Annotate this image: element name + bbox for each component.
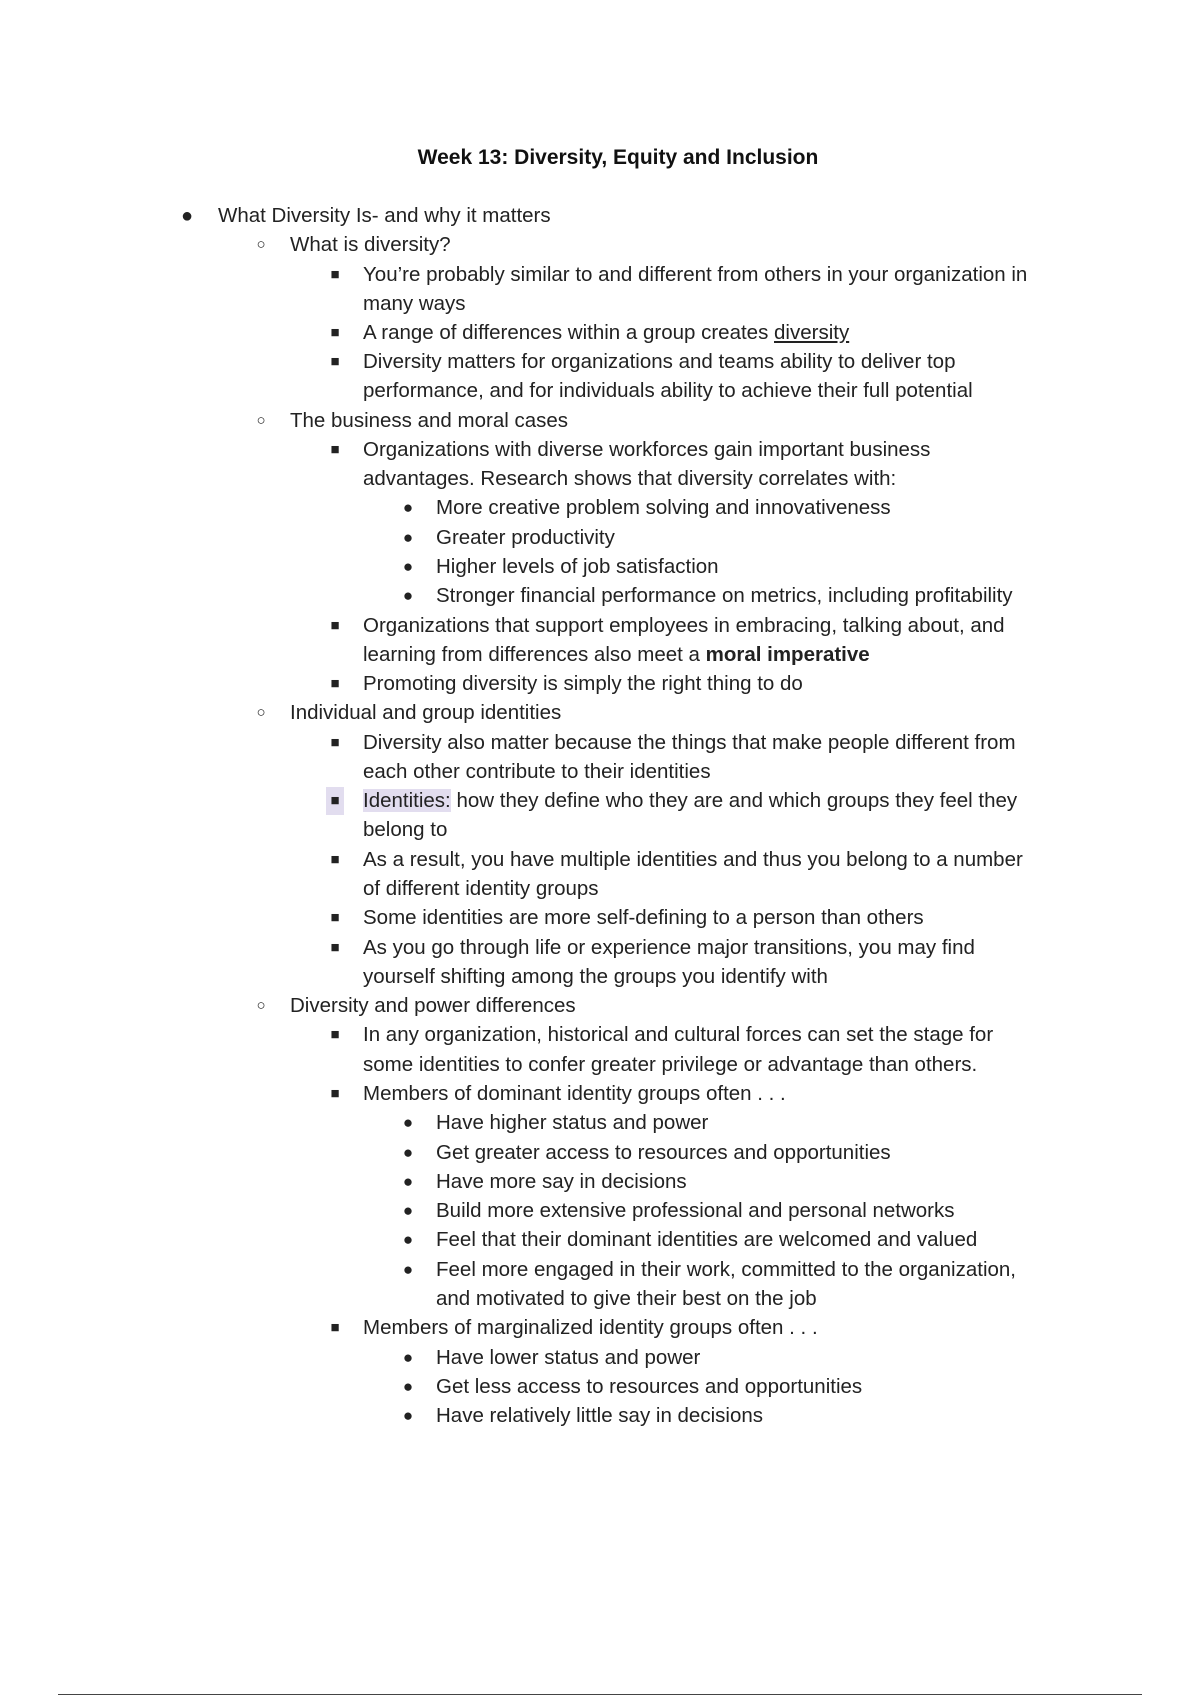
list-item: Promoting diversity is simply the right thing to do: [363, 672, 803, 695]
dot-bullet-icon: ●: [402, 1172, 414, 1191]
list-item-continuation: each other contribute to their identities: [363, 760, 711, 783]
square-bullet-icon: ■: [330, 939, 340, 956]
list-item: More creative problem solving and innovativeness: [436, 496, 891, 519]
list-item: Have lower status and power: [436, 1346, 701, 1369]
circle-bullet-icon: ○: [256, 236, 266, 253]
outline-item-l1: What Diversity Is- and why it matters: [218, 204, 551, 227]
list-item-continuation: yourself shifting among the groups you identify with: [363, 965, 828, 988]
square-bullet-icon: ■: [330, 851, 340, 868]
square-bullet-icon: ■: [330, 353, 340, 370]
list-item: Diversity also matter because the things that make people different from: [363, 731, 1016, 754]
square-bullet-icon: ■: [326, 787, 344, 815]
list-item: You’re probably similar to and different from others in your organization in: [363, 263, 1028, 286]
list-item: Greater productivity: [436, 526, 615, 549]
list-item: Build more extensive professional and personal networks: [436, 1199, 955, 1222]
list-item-continuation: belong to: [363, 818, 448, 841]
disc-bullet-icon: ●: [180, 205, 194, 227]
highlighted-term: Identities:: [363, 789, 451, 812]
page-divider: [58, 1694, 1142, 1695]
list-item-text: A range of differences within a group creates: [363, 321, 775, 344]
list-item: [363, 319, 849, 347]
list-item: Diversity matters for organizations and teams ability to deliver top: [363, 350, 956, 373]
list-item-continuation: some identities to confer greater privilege or advantage than others.: [363, 1053, 978, 1076]
dot-bullet-icon: ●: [402, 1406, 414, 1425]
section-heading: Individual and group identities: [290, 701, 562, 724]
dot-bullet-icon: ●: [402, 1113, 414, 1132]
list-item-continuation: [363, 641, 870, 669]
dot-bullet-icon: ●: [402, 498, 414, 517]
list-item: Have higher status and power: [436, 1111, 709, 1134]
square-bullet-icon: ■: [330, 266, 340, 283]
section-heading: Diversity and power differences: [290, 994, 576, 1017]
dot-bullet-icon: ●: [402, 557, 414, 576]
dot-bullet-icon: ●: [402, 1201, 414, 1220]
list-item: As you go through life or experience major transitions, you may find: [363, 936, 975, 959]
list-item: Stronger financial performance on metrics, including profitability: [436, 584, 1013, 607]
diversity-link[interactable]: diversity: [774, 321, 850, 344]
page-title: Week 13: Diversity, Equity and Inclusion: [417, 146, 819, 169]
square-bullet-icon: ■: [330, 1085, 340, 1102]
list-item-continuation: advantages. Research shows that diversity correlates with:: [363, 467, 897, 490]
list-item-continuation: and motivated to give their best on the job: [436, 1287, 817, 1310]
list-item: Get less access to resources and opportunities: [436, 1375, 863, 1398]
list-item: Some identities are more self-defining to a person than others: [363, 906, 924, 929]
dot-bullet-icon: ●: [402, 1348, 414, 1367]
list-item-continuation: performance, and for individuals ability to achieve their full potential: [363, 379, 973, 402]
dot-bullet-icon: ●: [402, 1230, 414, 1249]
list-item: Feel more engaged in their work, committed to the organization,: [436, 1258, 1016, 1281]
square-bullet-icon: ■: [330, 1319, 340, 1336]
square-bullet-icon: ■: [330, 441, 340, 458]
list-item: [363, 787, 1017, 815]
list-item: Have more say in decisions: [436, 1170, 687, 1193]
square-bullet-icon: ■: [330, 734, 340, 751]
square-bullet-icon: ■: [330, 675, 340, 692]
list-item: Higher levels of job satisfaction: [436, 555, 719, 578]
list-item: Organizations that support employees in embracing, talking about, and: [363, 614, 1005, 637]
list-item: Have relatively little say in decisions: [436, 1404, 763, 1427]
list-item: In any organization, historical and cultural forces can set the stage for: [363, 1023, 994, 1046]
list-item-continuation: many ways: [363, 292, 466, 315]
dot-bullet-icon: ●: [402, 1143, 414, 1162]
list-item-continuation: of different identity groups: [363, 877, 599, 900]
dot-bullet-icon: ●: [402, 1377, 414, 1396]
square-bullet-icon: ■: [330, 1026, 340, 1043]
list-item: Members of marginalized identity groups often . . .: [363, 1316, 818, 1339]
list-item: Feel that their dominant identities are welcomed and valued: [436, 1228, 978, 1251]
list-item: Get greater access to resources and opportunities: [436, 1141, 891, 1164]
list-item: Organizations with diverse workforces gain important business: [363, 438, 931, 461]
list-item: Members of dominant identity groups often . . .: [363, 1082, 786, 1105]
square-bullet-icon: ■: [330, 324, 340, 341]
bold-term: moral imperative: [705, 643, 870, 666]
square-bullet-icon: ■: [330, 909, 340, 926]
square-bullet-icon: ■: [330, 617, 340, 634]
list-item-text: learning from differences also meet a: [363, 643, 706, 666]
circle-bullet-icon: ○: [256, 704, 266, 721]
section-heading: The business and moral cases: [290, 409, 569, 432]
circle-bullet-icon: ○: [256, 997, 266, 1014]
circle-bullet-icon: ○: [256, 412, 266, 429]
dot-bullet-icon: ●: [402, 1260, 414, 1279]
section-heading: What is diversity?: [290, 233, 451, 256]
dot-bullet-icon: ●: [402, 586, 414, 605]
dot-bullet-icon: ●: [402, 528, 414, 547]
list-item-text: how they define who they are and which groups they feel they: [450, 789, 1018, 812]
list-item: As a result, you have multiple identities and thus you belong to a number: [363, 848, 1023, 871]
